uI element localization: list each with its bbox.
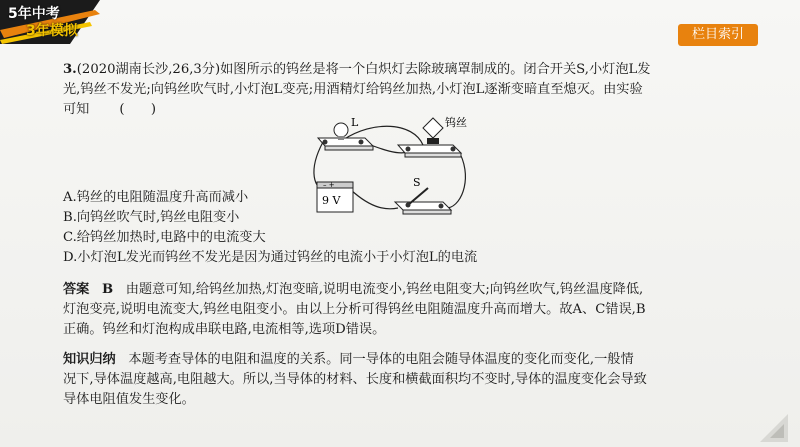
- question-text-3: 可知: [63, 102, 90, 117]
- answer-block: [63, 280, 773, 340]
- option-c: C.给钨丝加热时,电路中的电流变大: [63, 230, 266, 245]
- option-a: A.钨丝的电阻随温度升高而减小: [63, 190, 249, 205]
- answer-label: 答案: [63, 282, 90, 297]
- answer-line-2: 灯泡变亮,说明电流变大,钨丝电阻变小。由以上分析可得钨丝电阻随温度升高而增大。故A、C错误,B: [63, 302, 646, 317]
- lamp-label: L: [351, 116, 359, 129]
- battery-sign: – +: [323, 181, 335, 189]
- summary-line-3: 导体电阻值发生变化。: [63, 392, 195, 407]
- switch-board: [395, 188, 451, 214]
- option-b: B.向钨丝吹气时,钨丝电阻变小: [63, 210, 240, 225]
- answer-line-1: [63, 280, 773, 300]
- lamp-board: [318, 123, 373, 150]
- switch-label: S: [413, 176, 421, 189]
- question-line-2: 光,钨丝不发光;向钨丝吹气时,小灯泡L变亮;用酒精灯给钨丝加热,小灯泡L逐渐变暗直至熄灭。由实验: [63, 82, 643, 97]
- summary-label: 知识归纳: [63, 352, 116, 367]
- summary-text-1: 本题考查导体的电阻和温度的关系。同一导体的电阻会随导体温度的变化而变化,一般情: [128, 352, 634, 367]
- question-number: 3.: [63, 62, 77, 77]
- filament-label: 钨丝: [445, 116, 467, 129]
- answer-paren: ( ): [119, 102, 157, 117]
- question-line-1: [63, 60, 773, 80]
- next-arrow-icon[interactable]: [760, 414, 788, 442]
- book-logo: [0, 0, 110, 44]
- logo-line-2: 3年模拟: [26, 23, 78, 39]
- question-text-1: (2020湖南长沙,26,3分)如图所示的钨丝是将一个白炽灯去除玻璃罩制成的。闭合开关S,小灯泡L发: [76, 62, 651, 77]
- summary-line-1: [63, 350, 773, 370]
- answer-choice: B: [101, 282, 114, 297]
- summary-line-2: 况下,导体温度越高,电阻越大。所以,当导体的材料、长度和横截面积均不变时,导体的温度变化会导致: [63, 372, 647, 387]
- index-button[interactable]: 栏目索引: [678, 24, 758, 46]
- answer-text-1: 由题意可知,给钨丝加热,灯泡变暗,说明电流变小,钨丝电阻变大;向钨丝吹气,钨丝温度降低,: [125, 282, 644, 297]
- battery-label: 9 V: [322, 194, 341, 207]
- answer-line-3: 正确。钨丝和灯泡构成串联电路,电流相等,选项D错误。: [63, 322, 386, 337]
- option-d: D.小灯泡L发光而钨丝不发光是因为通过钨丝的电流小于小灯泡L的电流: [63, 250, 478, 265]
- logo-line-1: 5年中考: [8, 6, 60, 22]
- summary-block: [63, 350, 773, 410]
- circuit-figure: [303, 110, 473, 228]
